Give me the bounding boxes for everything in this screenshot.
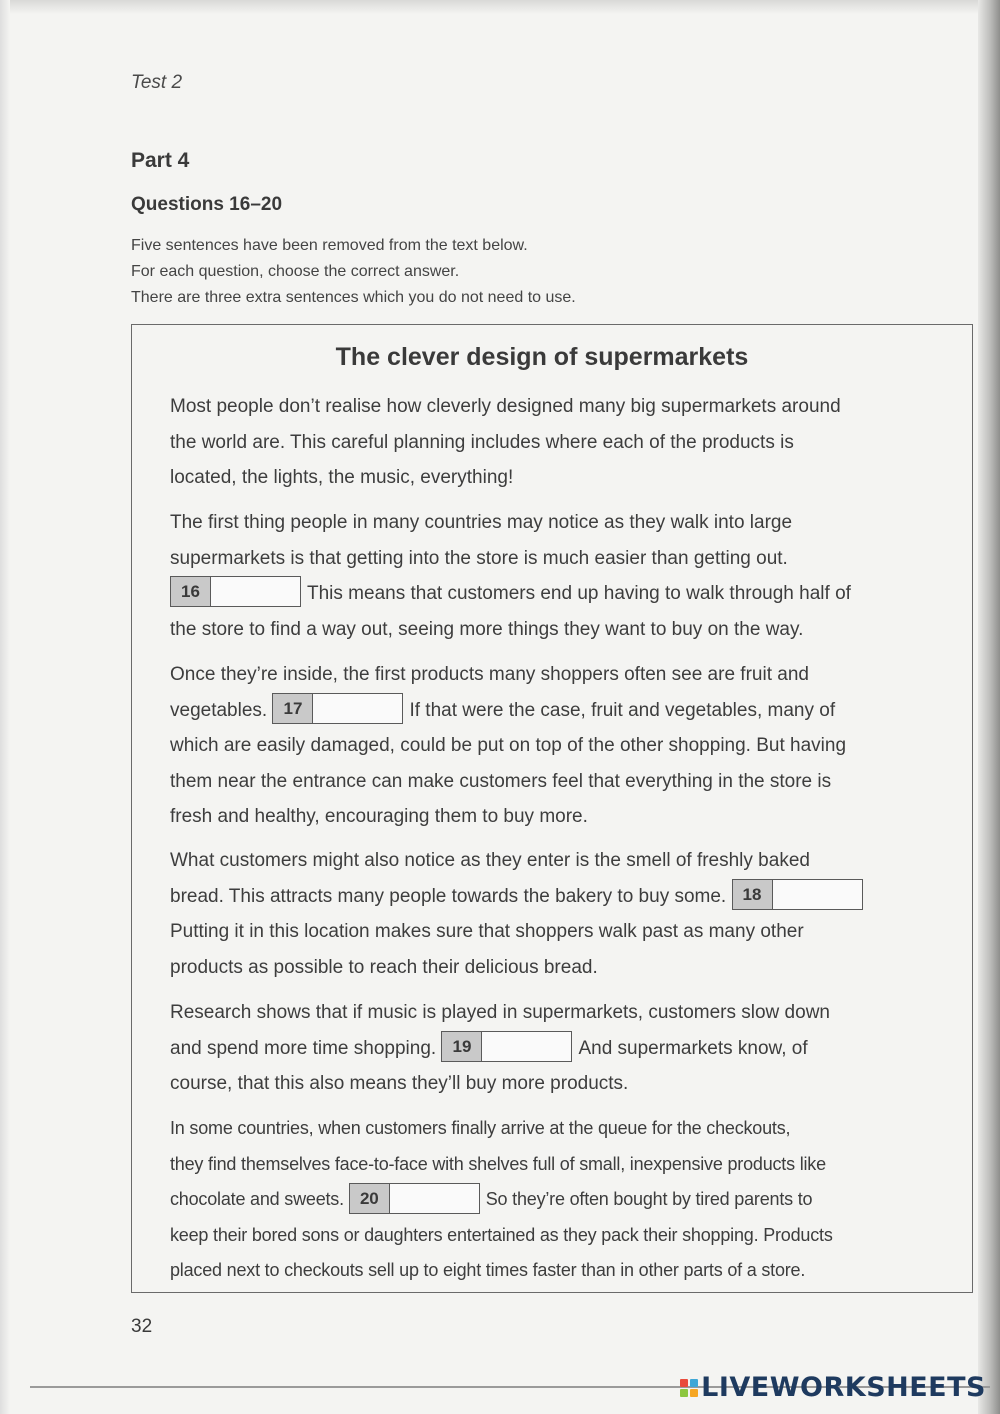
paragraph-1 <box>170 389 955 496</box>
answer-input-17[interactable] <box>313 694 402 723</box>
text-fragment: So they’re often bought by tired parents to <box>485 1189 813 1209</box>
running-head: Test 2 <box>131 72 183 93</box>
text-line: the world are. This careful planning includes where each of the products is <box>170 431 794 453</box>
text-line: Putting it in this location makes sure that shoppers walk past as many other <box>170 921 804 942</box>
text-fragment: If that were the case, fruit and vegetables, many of <box>409 699 836 721</box>
page-edge-top <box>0 0 1000 14</box>
questions-title: Questions 16–20 <box>131 194 283 215</box>
answer-gap-18 <box>732 879 863 910</box>
text-line: The first thing people in many countries may notice as they walk into large <box>170 512 793 533</box>
text-line: which are easily damaged, could be put on top of the other shopping. But having <box>170 735 847 756</box>
text-line: supermarkets is that getting into the store is much easier than getting out. <box>170 547 788 569</box>
answer-gap-19 <box>441 1031 572 1062</box>
text-fragment: chocolate and sweets. <box>170 1189 344 1209</box>
answer-gap-20 <box>349 1183 480 1214</box>
text-line: them near the entrance can make customers feel that everything in the store is <box>170 770 832 792</box>
paragraph-5 <box>170 995 955 1102</box>
paragraph-2 <box>170 505 955 647</box>
text-line: What customers might also notice as they enter is the smell of freshly baked <box>170 850 810 871</box>
gap-number: 18 <box>733 880 773 909</box>
text-line: Once they’re inside, the first products many shoppers often see are fruit and <box>170 664 809 685</box>
text-line <box>170 576 955 612</box>
paragraph-4 <box>170 843 955 985</box>
gap-number: 19 <box>442 1032 482 1061</box>
answer-gap-16 <box>170 576 301 607</box>
paragraph-3 <box>170 657 955 835</box>
instruction-line: There are three extra sentences which you do not need to use. <box>131 289 576 306</box>
text-line: In some countries, when customers finally arrive at the queue for the checkouts, <box>170 1118 791 1138</box>
text-line: keep their bored sons or daughters entertained as they pack their shopping. Products <box>170 1224 833 1245</box>
gap-number: 16 <box>171 577 211 606</box>
text-line: the store to find a way out, seeing more things they want to buy on the way. <box>170 618 804 640</box>
answer-gap-17 <box>272 693 403 724</box>
text-line <box>170 879 955 915</box>
answer-input-19[interactable] <box>482 1032 571 1061</box>
text-line: they find themselves face-to-face with shelves full of small, inexpensive products like <box>170 1153 826 1174</box>
text-fragment: And supermarkets know, of <box>578 1037 808 1059</box>
text-fragment: This means that customers end up having to walk through half of <box>307 583 851 604</box>
page-edge-left <box>0 0 10 1414</box>
page-edge-right <box>978 0 1000 1414</box>
answer-input-16[interactable] <box>211 577 300 606</box>
page-number: 32 <box>131 1316 153 1337</box>
answer-input-18[interactable] <box>773 880 862 909</box>
text-line <box>170 1031 955 1067</box>
text-line <box>170 693 955 729</box>
answer-input-20[interactable] <box>390 1184 479 1213</box>
text-line: products as possible to reach their delicious bread. <box>170 956 598 978</box>
text-line: placed next to checkouts sell up to eight times faster than in other parts of a store. <box>170 1260 806 1280</box>
instruction-line: For each question, choose the correct answer. <box>131 263 460 280</box>
paragraph-6 <box>170 1111 955 1289</box>
text-line: course, that this also means they’ll buy more products. <box>170 1073 629 1094</box>
text-fragment: and spend more time shopping. <box>170 1037 437 1059</box>
article-box <box>131 324 973 1293</box>
gap-number: 17 <box>273 694 313 723</box>
article-title: The clever design of supermarkets <box>335 343 749 371</box>
gap-number: 20 <box>350 1184 390 1213</box>
watermark-text: LIVEWORKSHEETS <box>701 1372 986 1403</box>
text-line: fresh and healthy, encouraging them to buy more. <box>170 806 588 827</box>
part-title: Part 4 <box>131 149 190 172</box>
text-line: Most people don’t realise how cleverly designed many big supermarkets around <box>170 396 841 417</box>
liveworksheets-logo-icon <box>680 1379 698 1397</box>
text-fragment: bread. This attracts many people towards the bakery to buy some. <box>170 885 727 907</box>
text-fragment: vegetables. <box>170 699 268 721</box>
text-line <box>170 1182 955 1218</box>
text-line: Research shows that if music is played in supermarkets, customers slow down <box>170 1002 830 1023</box>
text-line: located, the lights, the music, everything! <box>170 467 514 488</box>
instruction-line: Five sentences have been removed from the text below. <box>131 237 528 254</box>
liveworksheets-watermark <box>680 1372 986 1403</box>
instructions <box>131 233 576 311</box>
